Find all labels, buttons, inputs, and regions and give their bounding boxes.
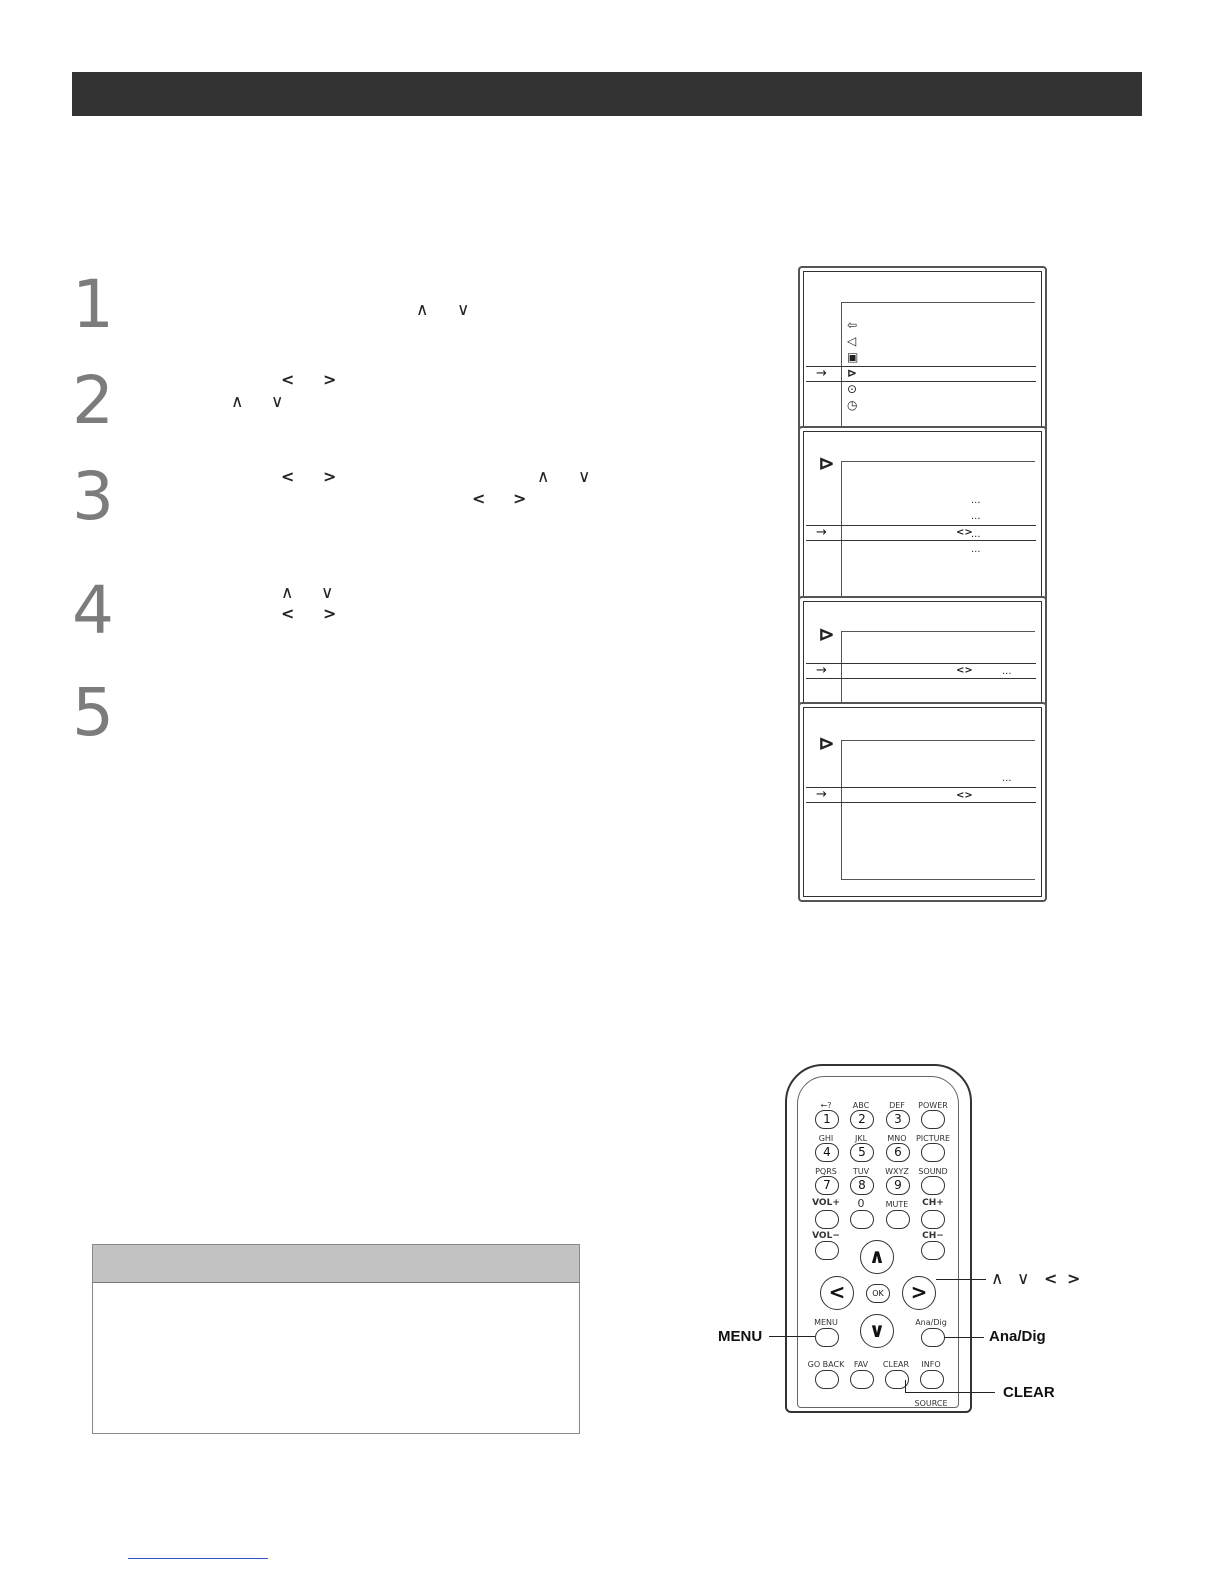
vol-plus-label: VOL+ [812,1198,840,1208]
picture-icon: ▣ [847,350,859,364]
key-label: JKL [854,1134,868,1143]
down-arrow-icon: ∨ [1017,1269,1030,1289]
picture-button[interactable] [921,1143,945,1162]
source-key-label: SOURCE [914,1399,948,1408]
down-arrow-icon: ∨ [321,583,334,603]
lock-icon: ⊙ [847,382,858,396]
power-button[interactable] [921,1110,945,1129]
left-right-indicator: <> [956,790,973,801]
down-button[interactable]: ∨ [860,1314,894,1348]
vol-plus-button[interactable] [815,1210,839,1229]
sound-button[interactable] [921,1176,945,1195]
setup-plug-icon: ⊳ [818,731,835,755]
key-label: SOUND [918,1167,948,1176]
clear-callout-line [905,1380,906,1392]
selection-arrow-icon: → [816,366,827,381]
left-arrow-icon: < [281,370,295,389]
setup-plug-icon: ⊳ [818,622,835,646]
nav-callout-line [936,1279,986,1280]
digit-9-button[interactable]: 9 [886,1176,910,1195]
helpful-hint-box [92,1244,580,1434]
right-arrow-icon: > [323,467,337,486]
digit-8-button[interactable]: 8 [850,1176,874,1195]
step-number-5: 5 [72,674,114,751]
more-indicator: ... [1002,666,1012,677]
more-indicator: ... [971,495,981,506]
key-label: TUV [852,1167,870,1176]
ana-dig-callout: Ana/Dig [989,1328,1046,1345]
footer-link[interactable] [128,1558,268,1559]
clock-icon: ◷ [847,398,858,412]
up-button[interactable]: ∧ [860,1240,894,1274]
right-arrow-icon: > [323,604,337,623]
digit-3-button[interactable]: 3 [886,1110,910,1129]
menu-button[interactable] [815,1328,839,1347]
up-arrow-icon: ∧ [537,467,550,487]
step-number-3: 3 [72,458,114,535]
left-arrow-icon: < [281,604,295,623]
mute-button[interactable] [886,1210,910,1229]
key-label: WXYZ [885,1167,909,1176]
step-number-4: 4 [72,572,114,649]
menu-callout-line [769,1336,815,1337]
right-arrow-icon: > [1067,1269,1081,1288]
digit-0-button[interactable] [850,1210,874,1229]
more-indicator: ... [971,511,981,522]
menu-callout: MENU [718,1328,763,1345]
ch-plus-label: CH+ [922,1198,944,1208]
ok-button[interactable]: OK [866,1284,890,1303]
step-number-1: 1 [72,266,114,343]
left-button[interactable]: < [820,1276,854,1310]
up-arrow-icon: ∧ [231,392,244,412]
menu-key-label: MENU [814,1318,838,1327]
digit-4-button[interactable]: 4 [815,1143,839,1162]
up-arrow-icon: ∧ [281,583,294,603]
setup-plug-icon: ⊳ [818,451,835,475]
mute-label: MUTE [885,1200,909,1209]
clear-key-label: CLEAR [882,1360,910,1369]
clear-callout: CLEAR [1003,1384,1055,1401]
right-button[interactable]: > [902,1276,936,1310]
key-label: ←? [820,1101,832,1110]
down-arrow-icon: ∨ [578,467,591,487]
left-right-indicator: <> [956,527,973,538]
selection-arrow-icon: → [816,525,827,540]
step-number-2: 2 [72,362,114,439]
sound-icon: ◁ [847,334,857,348]
key-label: MNO [887,1134,907,1143]
key-label: PQRS [815,1167,837,1176]
vol-minus-button[interactable] [815,1241,839,1260]
digit-7-button[interactable]: 7 [815,1176,839,1195]
back-icon: ⇦ [847,318,858,332]
left-arrow-icon: < [281,467,295,486]
helpful-hint-header [93,1245,579,1283]
info-button[interactable] [920,1370,944,1389]
left-arrow-icon: < [1044,1269,1058,1288]
selection-arrow-icon: → [816,787,827,802]
clear-callout-line [905,1392,995,1393]
more-indicator: ... [1002,773,1012,784]
vol-minus-label: VOL− [812,1231,840,1241]
ana-dig-button[interactable] [921,1328,945,1347]
up-arrow-icon: ∧ [416,300,429,320]
key-label: ABC [852,1101,870,1110]
go-back-key-label: GO BACK [807,1360,845,1369]
up-arrow-icon: ∧ [991,1269,1004,1289]
selected-row [806,787,1036,803]
down-arrow-icon: ∨ [457,300,470,320]
info-key-label: INFO [921,1360,941,1369]
go-back-button[interactable] [815,1370,839,1389]
left-arrow-icon: < [472,489,486,508]
digit-2-button[interactable]: 2 [850,1110,874,1129]
more-indicator: ... [971,529,981,540]
digit-6-button[interactable]: 6 [886,1143,910,1162]
menu-panel [841,740,1035,880]
fav-key-label: FAV [853,1360,869,1369]
left-right-indicator: <> [956,665,973,676]
selected-row [806,366,1036,382]
key-label: PICTURE [915,1134,951,1143]
right-arrow-icon: > [323,370,337,389]
menu-panel [841,302,1035,427]
key-label: POWER [918,1101,948,1110]
ana-dig-callout-line [944,1337,984,1338]
digit-5-button[interactable]: 5 [850,1143,874,1162]
ana-dig-key-label: Ana/Dig [915,1318,947,1327]
selection-arrow-icon: → [816,663,827,678]
ch-minus-button[interactable] [921,1241,945,1260]
section-title-bar [72,72,1142,116]
ch-minus-label: CH− [922,1231,944,1241]
ch-plus-button[interactable] [921,1210,945,1229]
key-label: DEF [889,1101,905,1110]
more-indicator: ... [971,544,981,555]
digit-1-button[interactable]: 1 [815,1110,839,1129]
setup-plug-icon: ⊳ [847,366,858,380]
digit-0-label: 0 [857,1197,865,1210]
fav-button[interactable] [850,1370,874,1389]
down-arrow-icon: ∨ [271,392,284,412]
selected-row [806,525,1036,541]
right-arrow-icon: > [513,489,527,508]
key-label: GHI [818,1134,834,1143]
